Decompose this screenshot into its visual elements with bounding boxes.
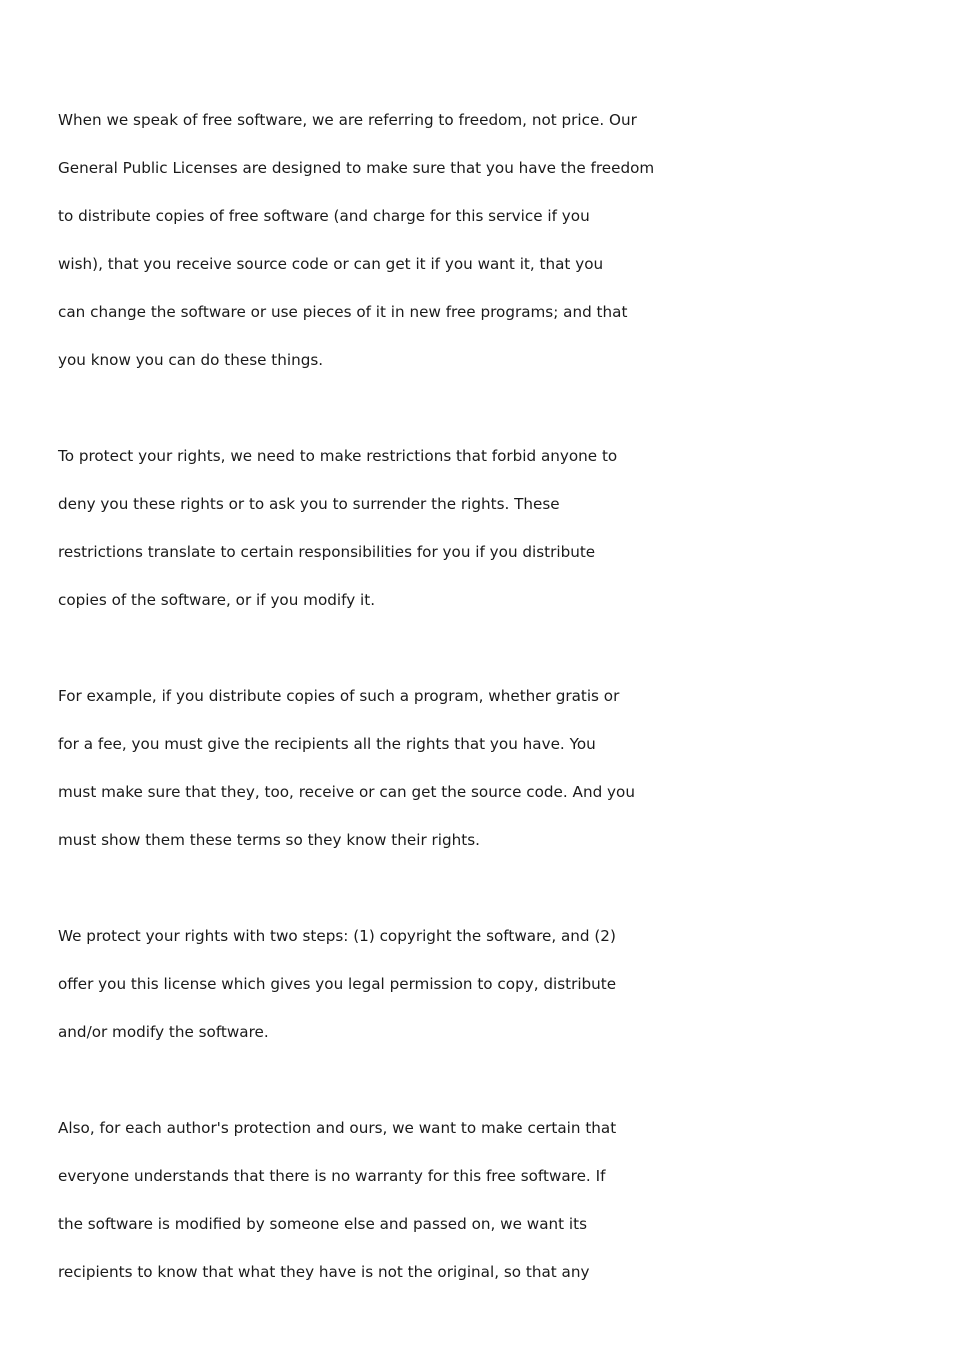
text-line: For example, if you distribute copies of such a program, whether gratis or	[58, 687, 620, 705]
text-line: must make sure that they, too, receive or can get the source code. And you	[58, 783, 635, 801]
paragraph-freedom	[58, 108, 954, 396]
paragraph-warranty	[58, 1116, 954, 1308]
paragraph-protect-rights	[58, 444, 954, 636]
text-line: When we speak of free software, we are referring to freedom, not price. Our	[58, 111, 637, 129]
text-line: To protect your rights, we need to make restrictions that forbid anyone to	[58, 447, 618, 465]
text-line: you know you can do these things.	[58, 351, 324, 369]
text-line: recipients to know that what they have is not the original, so that any	[58, 1263, 590, 1281]
text-line: must show them these terms so they know their rights.	[58, 831, 480, 849]
text-line: General Public Licenses are designed to make sure that you have the freedom	[58, 159, 655, 177]
text-line: copies of the software, or if you modify it.	[58, 591, 376, 609]
text-line: wish), that you receive source code or can get it if you want it, that you	[58, 255, 604, 273]
paragraph-two-steps	[58, 924, 954, 1068]
text-line: the software is modified by someone else and passed on, we want its	[58, 1215, 587, 1233]
text-line: We protect your rights with two steps: (1) copyright the software, and (2)	[58, 927, 616, 945]
text-line: Also, for each author's protection and ours, we want to make certain that	[58, 1119, 617, 1137]
paragraph-example	[58, 684, 954, 876]
text-line: for a fee, you must give the recipients all the rights that you have. You	[58, 735, 596, 753]
text-line: can change the software or use pieces of it in new free programs; and that	[58, 303, 628, 321]
text-line: offer you this license which gives you legal permission to copy, distribute	[58, 975, 617, 993]
text-line: to distribute copies of free software (and charge for this service if you	[58, 207, 590, 225]
text-line: deny you these rights or to ask you to surrender the rights. These	[58, 495, 560, 513]
text-line: everyone understands that there is no warranty for this free software. If	[58, 1167, 606, 1185]
text-line: and/or modify the software.	[58, 1023, 269, 1041]
text-line: restrictions translate to certain responsibilities for you if you distribute	[58, 543, 596, 561]
